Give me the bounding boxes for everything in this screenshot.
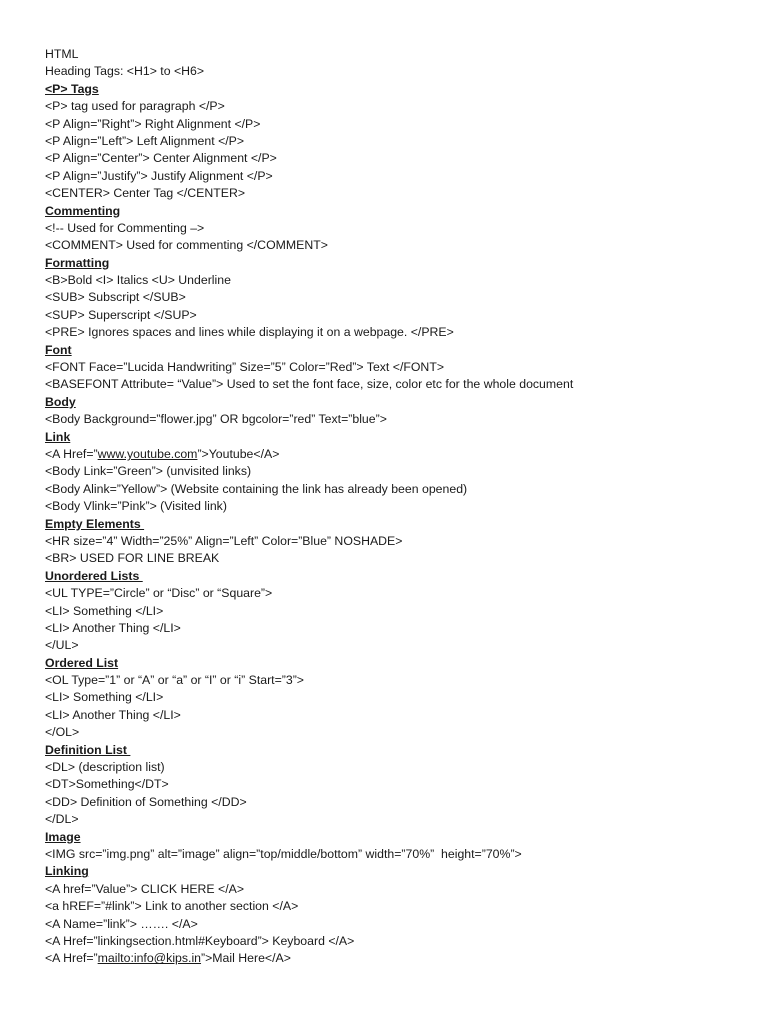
text-line: <A href=”Value”> CLICK HERE </A> [45, 881, 245, 896]
text-line: <!-- Used for Commenting –> [45, 220, 205, 235]
section-heading: <P> Tags [45, 81, 99, 96]
text-line: <OL Type=”1” or “A” or “a” or “I” or “i” Start=”3”> [45, 673, 304, 688]
text-line: <P Align=”Left”> Left Alignment </P> [45, 133, 245, 148]
text-line: <P Align=”Justify”> Justify Alignment </P> [45, 168, 273, 183]
text-line [45, 446, 745, 463]
text-line: </UL> [45, 638, 79, 653]
text-line: <COMMENT> Used for commenting </COMMENT> [45, 238, 328, 253]
text-line: <LI> Another Thing </LI> [45, 620, 181, 635]
section-heading: Formatting [45, 255, 110, 270]
text-line: <P Align=”Right”> Right Alignment </P> [45, 116, 261, 131]
text-line: <HR size=”4” Width=”25%” Align=”Left” Color=”Blue” NOSHADE> [45, 533, 403, 548]
text-line: <DL> (description list) [45, 760, 165, 775]
text-line: <A Href=”linkingsection.html#Keyboard”> Keyboard </A> [45, 933, 355, 948]
text-line: </DL> [45, 812, 79, 827]
text-line: <PRE> Ignores spaces and lines while displaying it on a webpage. </PRE> [45, 325, 454, 340]
text-line: <P> tag used for paragraph </P> [45, 99, 225, 114]
document-body [45, 46, 745, 968]
text-line: <P Align=”Center”> Center Alignment </P> [45, 151, 277, 166]
section-heading: Linking [45, 864, 89, 879]
text-segment: <A Href=” [45, 446, 98, 461]
text-line: <B>Bold <I> Italics <U> Underline [45, 273, 231, 288]
text-line: <LI> Another Thing </LI> [45, 707, 181, 722]
text-line: <Body Alink=”Yellow”> (Website containing the link has already been opened) [45, 481, 468, 496]
section-heading: Image [45, 829, 81, 844]
text-line: <BASEFONT Attribute= “Value”> Used to set the font face, size, color etc for the whole document [45, 377, 574, 392]
text-line: <DD> Definition of Something </DD> [45, 794, 247, 809]
text-line: HTML [45, 47, 79, 61]
text-line: <LI> Something </LI> [45, 603, 164, 618]
text-line: Heading Tags: <H1> to <H6> [45, 64, 205, 79]
hyperlink-text[interactable]: www.youtube.com [97, 446, 198, 461]
text-line: <SUP> Superscript </SUP> [45, 307, 197, 322]
text-segment: ”>Youtube</A> [197, 446, 280, 461]
text-line: <IMG src=”img.png” alt=”image” align=”top/middle/bottom” width=”70%” height=”70%”> [45, 846, 522, 861]
text-line: <SUB> Subscript </SUB> [45, 290, 186, 305]
section-heading: Commenting [45, 203, 121, 218]
text-line: <Body Link=”Green”> (unvisited links) [45, 464, 252, 479]
text-line: <FONT Face=”Lucida Handwriting” Size=”5” Color=”Red”> Text </FONT> [45, 360, 445, 375]
text-line [45, 950, 745, 967]
text-line: <LI> Something </LI> [45, 690, 164, 705]
section-heading: Body [45, 394, 76, 409]
text-line: <a hREF=”#link”> Link to another section </A> [45, 899, 299, 914]
text-line: <Body Vlink=”Pink”> (Visited link) [45, 499, 227, 514]
text-line: <BR> USED FOR LINE BREAK [45, 551, 220, 566]
text-line: <Body Background=”flower.jpg” OR bgcolor=”red” Text=”blue”> [45, 412, 387, 427]
text-line: <CENTER> Center Tag </CENTER> [45, 186, 246, 201]
text-line: </OL> [45, 725, 80, 740]
section-heading: Empty Elements [45, 516, 145, 531]
section-heading: Definition List [45, 742, 131, 757]
section-heading: Ordered List [45, 655, 119, 670]
text-segment: ”>Mail Here</A> [201, 951, 291, 966]
text-line: <UL TYPE=”Circle” or “Disc” or “Square”> [45, 586, 273, 601]
text-line: <A Name=”link”> ……. </A> [45, 916, 198, 931]
section-heading: Unordered Lists [45, 568, 143, 583]
text-segment: <A Href=” [45, 951, 98, 966]
section-heading: Link [45, 429, 71, 444]
hyperlink-text[interactable]: mailto:info@kips.in [97, 951, 202, 966]
text-line: <DT>Something</DT> [45, 777, 169, 792]
section-heading: Font [45, 342, 72, 357]
